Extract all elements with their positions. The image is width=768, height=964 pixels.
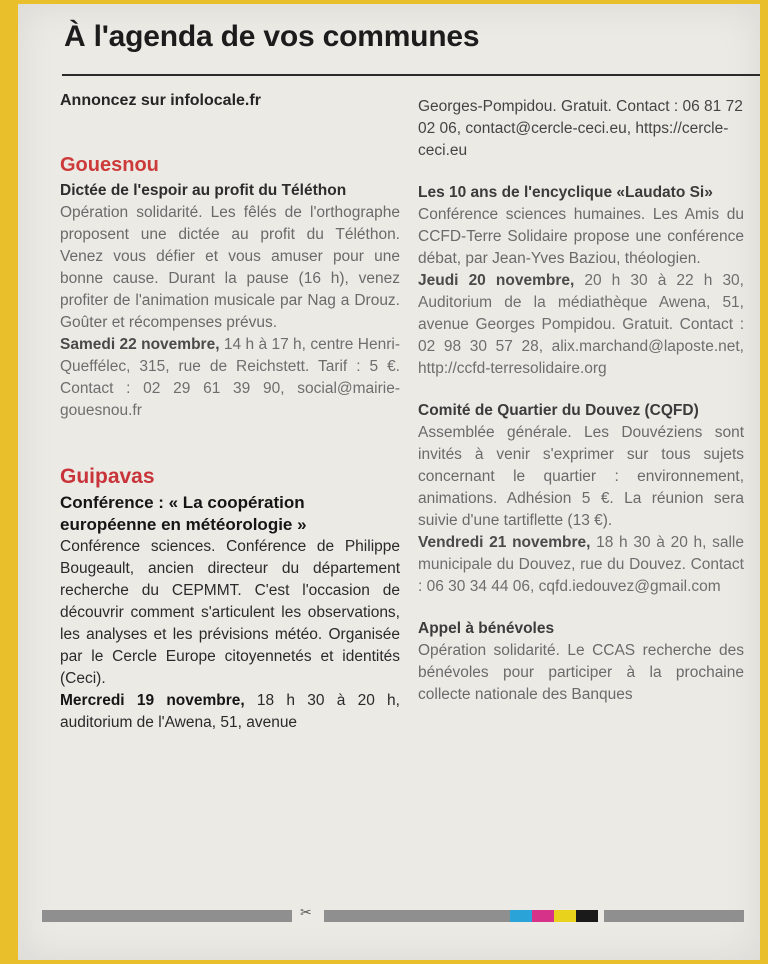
left-column [60,84,400,734]
black-swatch [576,910,598,922]
print-bar [604,910,744,922]
cyan-swatch [510,910,532,922]
continued-text: Georges-Pompidou. Gratuit. Contact : 06 81 72 02 06, contact@cercle-ceci.eu, https://cercle-ceci.eu [418,98,743,159]
newspaper-page [18,4,760,960]
page-title: À l'agenda de vos communes [64,20,480,53]
event-body: Opération solidarité. Le CCAS recherche des bénévoles pour participer à la prochaine collecte nationale des Banques [418,642,744,703]
event-body: Assemblée générale. Les Douvéziens sont invités à venir s'exprimer sur tous sujets concernant le quartier : environnement, animations. Adhésion 5 €. La réunion sera suivie d'une tartiflette (13 €). [418,424,744,529]
event-title: Dictée de l'espoir au profit du Téléthon [60,182,347,199]
event-details: 14 h à 17 h, centre Henri-Queffélec, 315, rue de Reichstett. Tarif : 5 €. Contact : 02 29 61 39 90, social@mairie-gouesnou.fr [60,336,400,419]
print-bar [324,910,510,922]
event-details: 18 h 30 à 20 h, auditorium de l'Awena, 51, avenue [60,692,400,731]
print-bar [42,910,292,922]
event-details: 18 h 30 à 20 h, salle municipale du Douvez, rue du Douvez. Contact : 06 30 34 44 06, cqfd.iedouvez@gmail.com [418,534,744,595]
event-date: Vendredi 21 novembre, [418,534,591,551]
gouesnou-section [60,152,400,422]
event-body: Conférence sciences. Conférence de Philippe Bougeault, ancien directeur du département recherche du CEPMMT. C'est l'occasion de découvrir comment s'articulent les observations, les analyses et les prévisions météo. Organisée par le Cercle Europe citoyennetés et identités (Ceci). [60,538,400,687]
event-title: Les 10 ans de l'encyclique «Laudato Si» [418,184,713,201]
city-heading-gouesnou: Gouesnou [60,154,159,176]
event-title: Comité de Quartier du Douvez (CQFD) [418,402,699,419]
event-date: Mercredi 19 novembre, [60,692,245,709]
event-title: Appel à bénévoles [418,620,555,637]
right-column [418,96,744,706]
event-date: Samedi 22 novembre, [60,336,220,353]
event-date: Jeudi 20 novembre, [418,272,575,289]
city-heading-guipavas: Guipavas [60,465,155,488]
event-title: Conférence : « La coopération européenne en météorologie » [60,493,307,534]
yellow-swatch [554,910,576,922]
magenta-swatch [532,910,554,922]
promo-line: Annoncez sur infolocale.fr [60,92,261,109]
laudato-section [418,182,744,380]
event-body: Opération solidarité. Les fêlés de l'orthographe proposent une dictée au profit du Téléthon. Venez vous défier et vous amuser pour une bonne cause. Durant la pause (16 h), venez profiter de l'animation musicale par Nag a Drouz. Goûter et récompenses prévus. [60,204,400,331]
event-body: Conférence sciences humaines. Les Amis du CCFD-Terre Solidaire propose une conférence débat, par Jean-Yves Baziou, théologien. [418,206,744,267]
title-rule [62,74,760,76]
cqfd-section [418,400,744,598]
guipavas-section [60,464,400,734]
event-details: 20 h 30 à 22 h 30, Auditorium de la médiathèque Awena, 51, avenue Georges Pompidou. Gratuit. Contact : 02 98 30 57 28, alix.marchand@laposte.net, http://ccfd-terresolidaire.org [418,272,744,377]
scissors-icon: ✂ [300,904,312,920]
benevoles-section [418,618,744,706]
